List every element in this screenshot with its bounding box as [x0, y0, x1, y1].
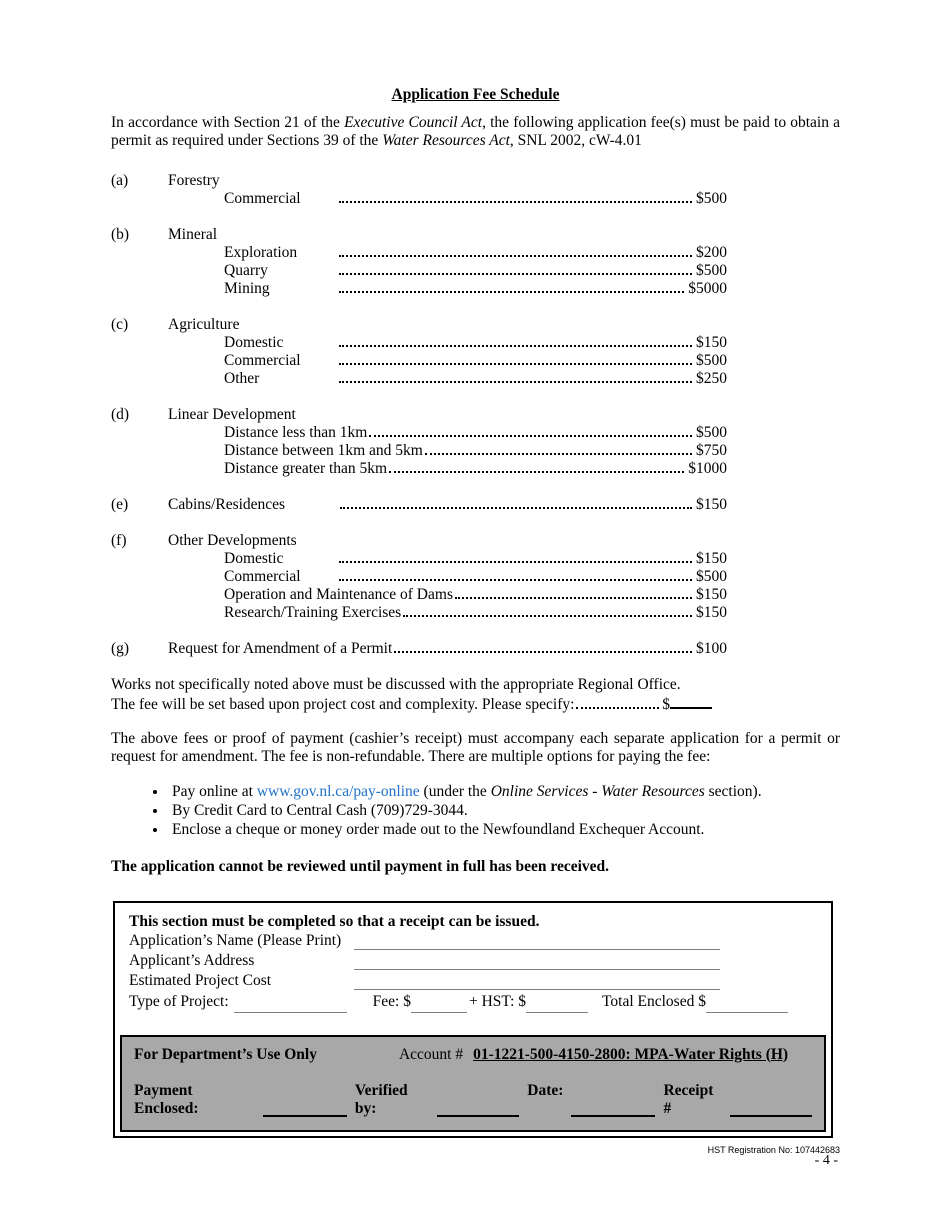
fee-label: Fee: $	[372, 992, 411, 1010]
fee-amount: $500	[696, 424, 727, 441]
fee-amount: $500	[696, 262, 727, 279]
fee-letter: (a)	[111, 172, 129, 189]
fee-amount: $100	[696, 640, 727, 657]
dot-leader	[403, 615, 692, 617]
fee-item-label: Distance between 1km and 5km	[224, 442, 423, 459]
fee-amount: $750	[696, 442, 727, 459]
hst-registration-note: HST Registration No: 107442683	[707, 1144, 840, 1155]
fee-letter: (d)	[111, 406, 130, 423]
fee-letter: (f)	[111, 532, 127, 549]
field-label: Estimated Project Cost	[129, 971, 272, 989]
field-row-applicant-address	[129, 952, 817, 972]
field-row-project-type	[129, 993, 817, 1015]
fee-row	[111, 424, 727, 442]
dot-leader	[339, 345, 692, 347]
receipt-section-box	[113, 901, 833, 1138]
date-label: Date:	[527, 1081, 564, 1099]
fee-row	[111, 370, 727, 388]
fee-category-label: Request for Amendment of a Permit	[168, 640, 393, 657]
fee-group-g	[111, 640, 727, 658]
fee-letter: (g)	[111, 640, 130, 657]
fee-item-label: Other	[224, 370, 260, 387]
fee-letter: (e)	[111, 496, 129, 513]
receipt-number-label: Receipt #	[663, 1081, 714, 1117]
dot-leader	[339, 381, 692, 383]
dot-leader	[339, 201, 692, 203]
fee-row	[111, 550, 727, 568]
fee-category-row	[111, 226, 727, 244]
fee-row	[111, 190, 727, 208]
fee-item-label: Quarry	[224, 262, 268, 279]
account-number-value: 01-1221-500-4150-2800: MPA-Water Rights (H)	[473, 1045, 789, 1063]
dot-leader	[339, 561, 692, 563]
intro-paragraph	[111, 114, 840, 150]
dot-leader	[369, 435, 692, 437]
field-row-project-cost	[129, 972, 817, 992]
fee-group-a	[111, 172, 727, 208]
online-services-italic: Online Services - Water Resources	[490, 782, 705, 800]
fee-category-row	[111, 316, 727, 334]
department-account-row	[134, 1046, 812, 1064]
fee-item-label: Operation and Maintenance of Dams	[224, 586, 453, 603]
fee-row	[111, 280, 727, 298]
payment-option-online	[168, 782, 840, 801]
fee-category-label: Mineral	[168, 226, 218, 243]
dot-leader	[394, 651, 692, 653]
dot-leader	[455, 597, 692, 599]
option-text: Pay online at	[172, 782, 257, 800]
fee-amount: $150	[696, 550, 727, 567]
specify-text: The fee will be set based upon project cost and complexity. Please specify:	[111, 696, 575, 713]
fee-item-label: Distance greater than 5km	[224, 460, 388, 477]
verified-by-label: Verified by:	[354, 1081, 408, 1117]
fee-category-label: Linear Development	[168, 406, 296, 423]
specify-amount-blank	[670, 694, 712, 709]
page-number: - 4 -	[814, 1153, 838, 1168]
fee-group-b	[111, 226, 727, 298]
project-cost-blank	[354, 975, 720, 990]
fee-specify-line	[111, 694, 712, 712]
fee-item-label: Commercial	[224, 190, 301, 207]
fee-row	[111, 244, 727, 262]
dot-leader	[339, 255, 692, 257]
page-title: Application Fee Schedule	[391, 86, 560, 103]
fee-schedule	[111, 172, 727, 658]
payment-enclosed-blank	[263, 1103, 347, 1117]
receipt-number-blank	[730, 1103, 812, 1117]
intro-italic-act-2: Water Resources Act	[382, 132, 510, 149]
department-payment-row	[134, 1082, 812, 1118]
fee-category-label: Agriculture	[168, 316, 240, 333]
fee-amount: $5000	[688, 280, 727, 297]
fee-item-label: Mining	[224, 280, 270, 297]
intro-text: , SNL 2002, cW-4.01	[509, 132, 642, 149]
account-number-label: Account #	[398, 1045, 464, 1063]
field-label: Application’s Name (Please Print)	[129, 931, 342, 949]
fee-blank	[411, 999, 467, 1013]
fee-row	[111, 568, 727, 586]
fee-letter: (b)	[111, 226, 130, 243]
receipt-section-heading: This section must be completed so that a receipt can be issued.	[129, 912, 540, 930]
payment-options-list	[111, 782, 840, 839]
fee-row	[111, 460, 727, 478]
fee-item-label: Research/Training Exercises	[224, 604, 402, 621]
payment-required-note: The application cannot be reviewed until payment in full has been received.	[111, 857, 610, 875]
fee-group-e	[111, 496, 727, 514]
option-text: section).	[704, 782, 762, 800]
payment-paragraph: The above fees or proof of payment (cashier’s receipt) must accompany each separate application for a permit or request for amendment. The fee is non-refundable. There are multiple options for paying the fee:	[111, 730, 840, 765]
fee-category-row	[111, 406, 727, 424]
dot-leader	[339, 273, 692, 275]
dot-leader	[339, 291, 684, 293]
department-use-title: For Department’s Use Only	[134, 1045, 317, 1063]
fee-row	[111, 442, 727, 460]
department-use-box	[120, 1035, 826, 1132]
dot-leader	[425, 453, 692, 455]
fee-row	[111, 352, 727, 370]
field-row-applicant-name	[129, 932, 817, 952]
fee-amount: $150	[696, 604, 727, 621]
fee-category-label: Other Developments	[168, 532, 297, 549]
option-text: (under the	[419, 782, 491, 800]
total-label: Total Enclosed $	[602, 992, 706, 1010]
applicant-address-blank	[354, 955, 720, 970]
fee-item-label: Domestic	[224, 550, 284, 567]
dot-leader	[339, 579, 692, 581]
payment-enclosed-label: Payment Enclosed:	[134, 1081, 199, 1117]
fee-row	[111, 334, 727, 352]
fee-row	[111, 496, 727, 514]
intro-italic-act-1: Executive Council Act	[344, 114, 483, 131]
fee-amount: $500	[696, 568, 727, 585]
date-blank	[571, 1103, 655, 1117]
fee-category-label: Cabins/Residences	[168, 496, 286, 513]
fee-category-row	[111, 532, 727, 550]
applicant-name-blank	[354, 935, 720, 950]
fee-group-d	[111, 406, 727, 478]
fee-amount: $250	[696, 370, 727, 387]
fee-amount: $150	[696, 586, 727, 603]
fee-item-label: Distance less than 1km	[224, 424, 368, 441]
project-type-blank	[234, 999, 347, 1013]
fee-amount: $500	[696, 190, 727, 207]
verified-by-blank	[437, 1103, 519, 1117]
fee-amount: $150	[696, 334, 727, 351]
hst-blank	[526, 999, 588, 1013]
field-label: Type of Project:	[129, 992, 229, 1010]
intro-text: , the following application fee(s) must be paid to obtain a permit as required under Sections 39 of the	[111, 114, 841, 149]
fee-item-label: Exploration	[224, 244, 298, 261]
total-blank	[706, 999, 788, 1013]
currency-symbol: $	[662, 696, 670, 713]
fee-row	[111, 604, 727, 622]
fee-amount: $200	[696, 244, 727, 261]
payment-option-credit-card: • By Credit Card to Central Cash (709)729-3044.	[168, 801, 840, 820]
fee-item-label: Commercial	[224, 352, 301, 369]
regional-office-note: Works not specifically noted above must be discussed with the appropriate Regional Office.	[111, 676, 681, 693]
fee-row	[111, 262, 727, 280]
intro-text: In accordance with Section 21 of the	[111, 114, 345, 131]
fee-amount: $500	[696, 352, 727, 369]
fee-row	[111, 640, 727, 658]
fee-item-label: Domestic	[224, 334, 284, 351]
field-label: Applicant’s Address	[129, 951, 255, 969]
fee-item-label: Commercial	[224, 568, 301, 585]
fee-row	[111, 586, 727, 604]
fee-group-c	[111, 316, 727, 388]
hst-label: + HST: $	[468, 992, 527, 1010]
payment-option-cheque: • Enclose a cheque or money order made out to the Newfoundland Exchequer Account.	[168, 820, 840, 839]
dot-leader	[340, 507, 692, 509]
pay-online-link[interactable]: www.gov.nl.ca/pay-online	[256, 782, 420, 800]
dot-leader	[576, 707, 659, 709]
fee-group-f	[111, 532, 727, 622]
fee-amount: $150	[696, 496, 727, 513]
fee-amount: $1000	[688, 460, 727, 477]
dot-leader	[389, 471, 684, 473]
fee-letter: (c)	[111, 316, 129, 333]
fee-category-label: Forestry	[168, 172, 220, 189]
dot-leader	[339, 363, 692, 365]
fee-category-row	[111, 172, 727, 190]
